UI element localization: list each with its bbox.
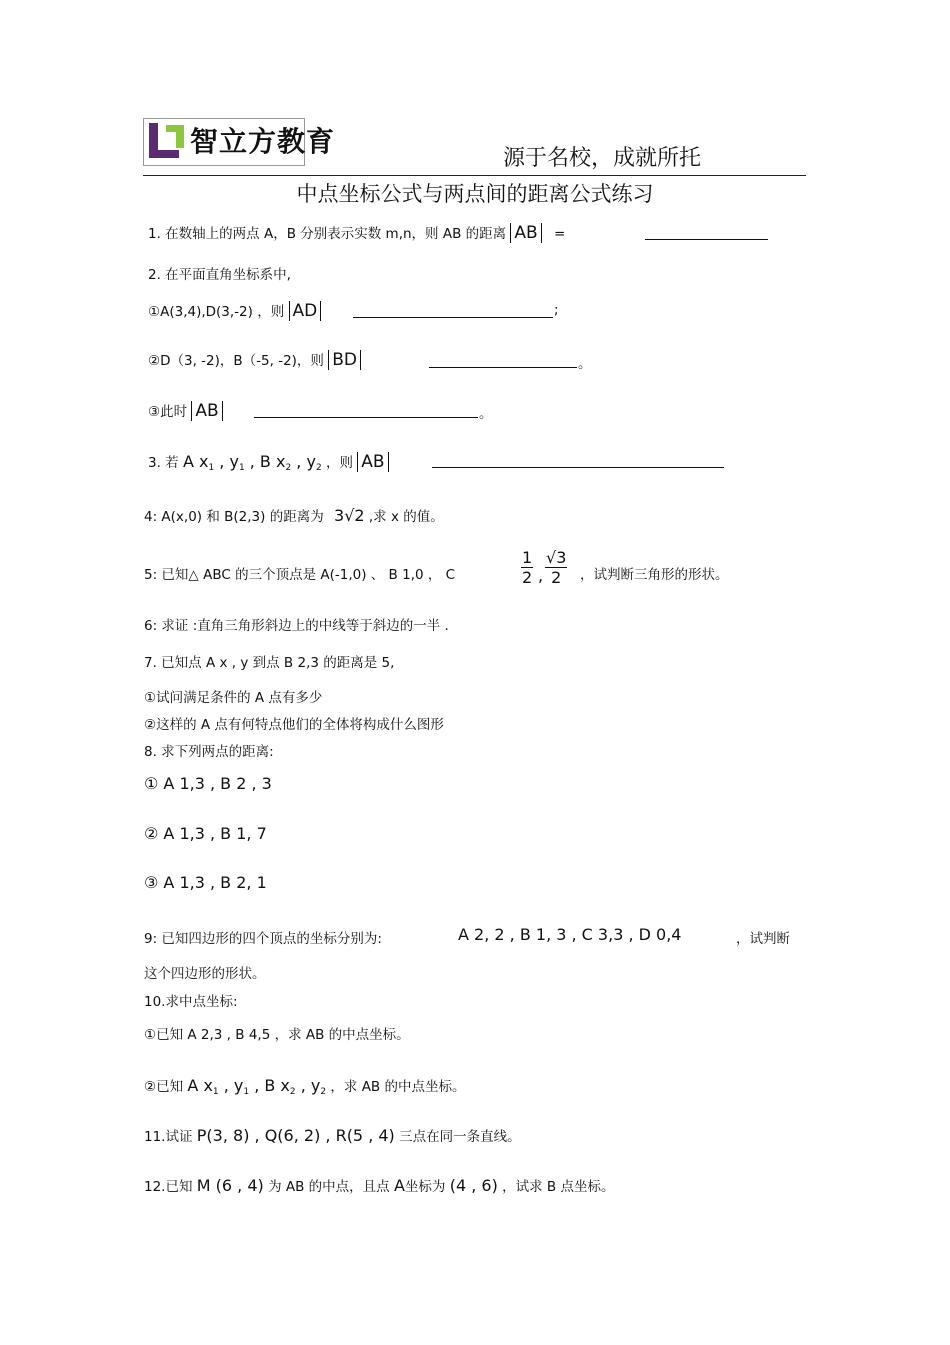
subscript: 2 <box>289 1087 296 1097</box>
question-10a-text: ①已知 A 2,3 , B 4,5 ，求 AB 的中点坐标。 <box>144 1027 410 1043</box>
question-9-expr: A 2, 2 , B 1, 3 , C 3,3 , D 0,4 <box>458 925 682 944</box>
expr-part: , B x <box>249 1076 290 1095</box>
question-8a-text: ① A 1,3 , B 2 , 3 <box>144 774 272 793</box>
fraction-half <box>521 548 533 587</box>
expr-part: , y <box>291 452 316 471</box>
subscript: 1 <box>208 463 215 473</box>
abs-ab-2: AB <box>191 401 222 421</box>
abs-ab-3: AB <box>357 452 388 472</box>
distance-value: 3√2 <box>334 506 365 525</box>
question-3 <box>148 451 389 473</box>
subscript: 2 <box>315 463 322 473</box>
question-12 <box>144 1175 614 1195</box>
question-10-text: 10.求中点坐标: <box>144 994 238 1010</box>
subscript: 1 <box>238 463 245 473</box>
subscript: 1 <box>212 1087 219 1097</box>
question-11-lead: 11.试证 <box>144 1129 193 1145</box>
logo-text: 智立方教育 <box>190 125 336 158</box>
question-8c-text: ③ A 1,3 , B 2, 1 <box>144 873 267 892</box>
question-8-text: 8. 求下列两点的距离: <box>144 744 274 760</box>
question-12-mid: 为 AB 的中点，且点 <box>268 1179 390 1195</box>
header-divider <box>143 175 806 176</box>
question-1 <box>148 222 565 243</box>
numerator: 1 <box>522 548 533 567</box>
answer-blank-2a[interactable] <box>353 317 553 318</box>
slogan: 源于名校，成就所托 <box>503 146 702 171</box>
question-12-lead: 12.已知 <box>144 1179 193 1195</box>
expr-part: , B x <box>244 452 286 471</box>
question-12-mid2: 坐标为 <box>404 1179 446 1195</box>
question-1-text: 1. 在数轴上的两点 A，B 分别表示实数 m,n，则 AB 的距离 <box>148 226 507 242</box>
question-2c-text: ③此时 <box>148 404 188 420</box>
subscript: 2 <box>320 1087 327 1097</box>
point-m: M (6 , 4) <box>196 1176 264 1195</box>
question-8b-text: ② A 1,3 , B 1, 7 <box>144 824 267 843</box>
logo-icon <box>146 120 188 162</box>
question-2a <box>148 300 321 321</box>
question-2b <box>148 349 361 370</box>
question-2c <box>148 400 223 421</box>
question-7b-text: ②这样的 A 点有何特点他们的全体将构成什么图形 <box>144 717 444 733</box>
abs-ad: AD <box>289 301 322 321</box>
answer-blank-2b[interactable] <box>429 367 577 368</box>
numerator: √3 <box>546 548 567 567</box>
question-5-tail: ，试判断三角形的形状。 <box>580 567 729 583</box>
question-3-lead: 3. 若 <box>148 455 179 471</box>
question-9-tail: ，试判断 <box>736 931 790 947</box>
period-2c: 。 <box>479 406 493 422</box>
question-7-text: 7. 已知点 A x , y 到点 B 2,3 的距离是 5, <box>144 655 395 671</box>
question-9-line2: 这个四边形的形状。 <box>144 966 266 982</box>
question-11-expr: P(3, 8) , Q(6, 2) , R(5 , 4) <box>196 1126 395 1145</box>
question-9-text: 9: 已知四边形的四个顶点的坐标分别为: <box>144 931 382 947</box>
abs-bd: BD <box>328 350 361 370</box>
question-10b-lead: ②已知 <box>144 1079 184 1095</box>
denominator: 2 <box>551 568 562 587</box>
question-4-text: 4: A(x,0) 和 B(2,3) 的距离为 <box>144 509 324 525</box>
expr-part: , y <box>295 1076 321 1095</box>
question-7a-text: ①试问满足条件的 A 点有多少 <box>144 690 323 706</box>
point-a: A <box>393 1176 405 1195</box>
semicolon: ; <box>554 302 559 318</box>
question-3-tail: ，则 <box>325 455 353 471</box>
fraction-comma: , <box>538 566 544 585</box>
subscript: 1 <box>243 1087 250 1097</box>
question-2a-text: ①A(3,4),D(3,-2) ，则 <box>148 304 285 320</box>
answer-blank-3[interactable] <box>432 467 724 468</box>
expr-part: , y <box>214 452 239 471</box>
question-10b-expr: A x <box>187 1076 213 1095</box>
question-2b-text: ②D（3, -2)，B（-5, -2)，则 <box>148 353 324 369</box>
denominator: 2 <box>522 568 533 587</box>
expr-part: , y <box>218 1076 244 1095</box>
abs-ab: AB <box>510 223 541 243</box>
answer-blank-2c[interactable] <box>254 417 478 418</box>
question-11-tail: 三点在同一条直线。 <box>399 1129 521 1145</box>
question-12-tail: ，试求 B 点坐标。 <box>502 1179 615 1195</box>
answer-blank-1[interactable] <box>645 239 768 240</box>
page-title: 中点坐标公式与两点间的距离公式练习 <box>296 182 654 206</box>
question-11 <box>144 1125 521 1145</box>
question-5-text: 5: 已知△ ABC 的三个顶点是 A(-1,0) 、 B 1,0 ， C <box>144 567 456 583</box>
point-a-coord: (4 , 6) <box>449 1176 498 1195</box>
question-4 <box>144 505 444 525</box>
fraction-sqrt3-half <box>545 548 567 587</box>
equals-sign: = <box>554 226 566 242</box>
question-4-tail: ,求 x 的值。 <box>368 509 444 525</box>
subscript: 2 <box>285 463 292 473</box>
question-3-expr: A x <box>182 452 209 471</box>
question-6-text: 6: 求证 :直角三角形斜边上的中线等于斜边的一半 . <box>144 618 449 634</box>
period-2b: 。 <box>578 356 592 372</box>
question-10b <box>144 1075 466 1097</box>
question-10b-tail: ，求 AB 的中点坐标。 <box>330 1079 466 1095</box>
question-2-text: 2. 在平面直角坐标系中, <box>148 267 291 283</box>
